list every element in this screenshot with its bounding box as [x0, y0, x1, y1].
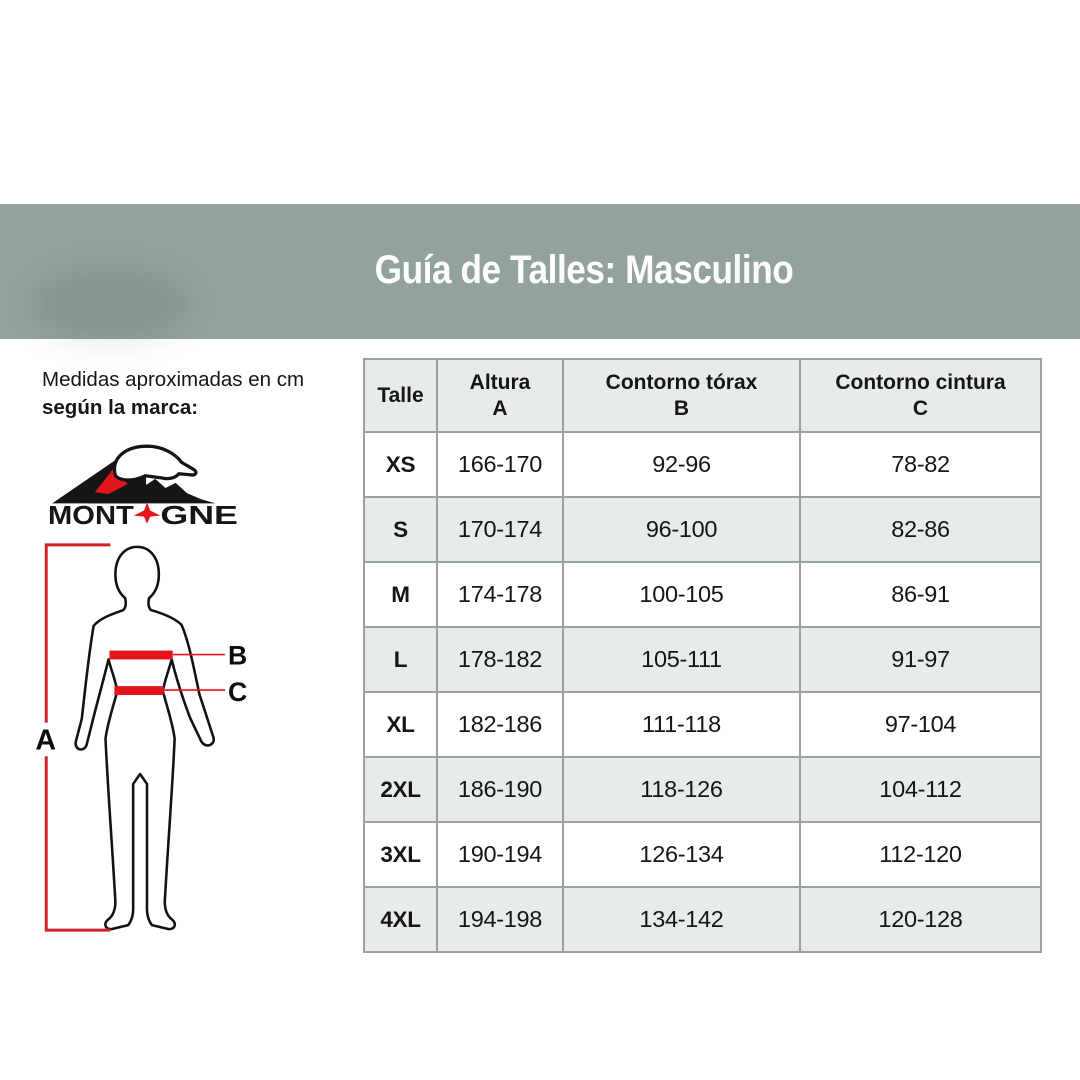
size-cell: XL: [386, 711, 415, 737]
col-letter: B: [673, 396, 690, 420]
cintura-cell: 78-82: [799, 433, 1040, 496]
torax-cell: 92-96: [562, 433, 799, 496]
altura-cell: 166-170: [436, 433, 562, 496]
intro-line-1: Medidas aproximadas en cm: [42, 368, 305, 391]
table-row-l: [365, 626, 1040, 691]
cintura-cell: 104-112: [799, 758, 1040, 821]
torax-cell: 111-118: [562, 693, 799, 756]
col-header-cintura: [799, 360, 1040, 431]
table-row-2xl: [365, 756, 1040, 821]
label-a: A: [35, 724, 57, 757]
table-row-3xl: [365, 821, 1040, 886]
intro-line-2: según la marca:: [42, 396, 199, 419]
title-band: [0, 204, 1080, 339]
size-cell: S: [393, 516, 408, 542]
waist-bar: [114, 686, 163, 695]
torax-cell: 118-126: [562, 758, 799, 821]
wordmark-right: GNE: [160, 501, 238, 528]
montagne-logo: [46, 444, 240, 528]
altura-cell: 194-198: [436, 888, 562, 951]
montagne-wordmark: [48, 502, 238, 528]
chest-bar: [109, 651, 172, 660]
altura-cell: 182-186: [436, 693, 562, 756]
body-outline: [76, 547, 214, 929]
torax-cell: 100-105: [562, 563, 799, 626]
label-b: B: [227, 640, 248, 671]
cintura-cell: 86-91: [799, 563, 1040, 626]
size-cell: L: [393, 646, 408, 672]
col-header-altura: [436, 360, 562, 431]
size-cell: 4XL: [380, 906, 421, 932]
col-label: Talle: [377, 383, 424, 407]
col-label: Contorno tórax: [605, 370, 758, 394]
cintura-cell: 91-97: [799, 628, 1040, 691]
label-c: C: [227, 676, 248, 707]
col-label: Contorno cintura: [835, 370, 1006, 394]
table-row-xs: [365, 431, 1040, 496]
size-table: [363, 358, 1042, 953]
measurement-figure: [30, 535, 262, 940]
size-cell: 2XL: [380, 776, 421, 802]
size-cell: M: [391, 581, 410, 607]
eagle-mountain-icon: [52, 446, 215, 503]
torax-cell: 96-100: [562, 498, 799, 561]
altura-cell: 190-194: [436, 823, 562, 886]
star-a-icon: [134, 502, 161, 523]
table-header-row: [365, 360, 1040, 431]
wordmark-left: MONT: [48, 501, 135, 528]
cintura-cell: 120-128: [799, 888, 1040, 951]
intro-text: [42, 366, 372, 422]
band-smudge: [28, 264, 193, 344]
cintura-cell: 97-104: [799, 693, 1040, 756]
altura-cell: 174-178: [436, 563, 562, 626]
col-label: Altura: [469, 370, 531, 394]
torax-cell: 105-111: [562, 628, 799, 691]
cintura-cell: 112-120: [799, 823, 1040, 886]
table-row-m: [365, 561, 1040, 626]
col-header-torax: [562, 360, 799, 431]
table-row-s: [365, 496, 1040, 561]
size-cell: 3XL: [380, 841, 421, 867]
table-row-4xl: [365, 886, 1040, 951]
col-letter: A: [492, 396, 508, 420]
cintura-cell: 82-86: [799, 498, 1040, 561]
altura-cell: 178-182: [436, 628, 562, 691]
col-header-talle: [365, 360, 436, 431]
torax-cell: 134-142: [562, 888, 799, 951]
size-cell: XS: [385, 451, 416, 477]
col-letter: C: [912, 396, 929, 420]
torax-cell: 126-134: [562, 823, 799, 886]
page-title: Guía de Talles: Masculino: [374, 248, 794, 292]
table-row-xl: [365, 691, 1040, 756]
altura-cell: 170-174: [436, 498, 562, 561]
altura-cell: 186-190: [436, 758, 562, 821]
